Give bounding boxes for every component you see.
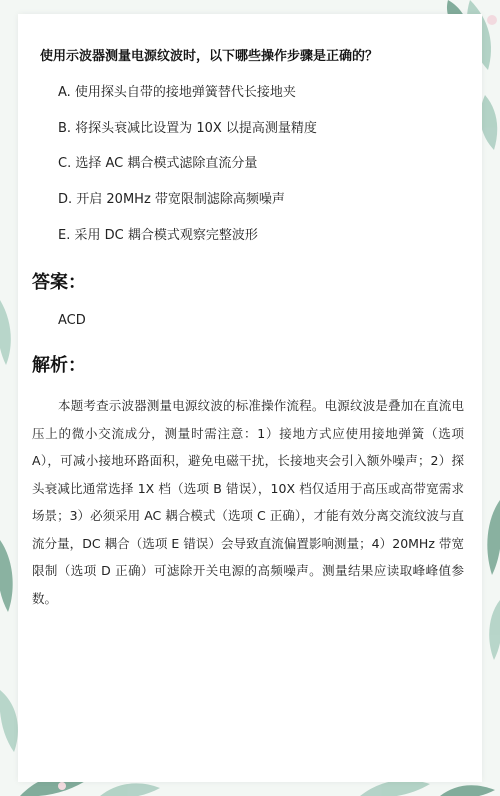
- option-d: D. 开启 20MHz 带宽限制滤除高频噪声: [58, 192, 285, 207]
- answer-heading: 答案：: [32, 272, 86, 293]
- analysis-heading: 解析：: [32, 355, 86, 376]
- option-e: E. 采用 DC 耦合模式观察完整波形: [58, 228, 258, 243]
- option-b: B. 将探头衰减比设置为 10X 以提高测量精度: [58, 121, 317, 136]
- answer-value: ACD: [58, 313, 86, 328]
- question-text: 使用示波器测量电源纹波时，以下哪些操作步骤是正确的？: [40, 49, 379, 64]
- option-a: A. 使用探头自带的接地弹簧替代长接地夹: [58, 85, 296, 100]
- option-c: C. 选择 AC 耦合模式滤除直流分量: [58, 156, 258, 171]
- leaf-cluster-left: [0, 300, 18, 752]
- analysis-text: 本题考查示波器测量电源纹波的标准操作流程。电源纹波是叠加在直流电压上的微小交流成分，测量时需注意：1）接地方式应使用接地弹簧（选项A），可减小接地环路面积，避免电磁干扰，长接地夹会引入额外噪声；2）探头衰减比通常选择 1X 档（选项 B 错误），10X 档仅适用于高压或高带宽需求场景；3）必须采用 AC 耦合模式（选项 C 正确），才能有效分离交流纹波与直流分量，DC 耦合（选项 E 错误）会导致直流偏置影响测量；4）20MHz 带宽限制（选项 D 正确）可滤除开关电源的高频噪声。测量结果应读取峰峰值参数。: [32, 398, 464, 606]
- leaf-cluster-right: [487, 500, 500, 660]
